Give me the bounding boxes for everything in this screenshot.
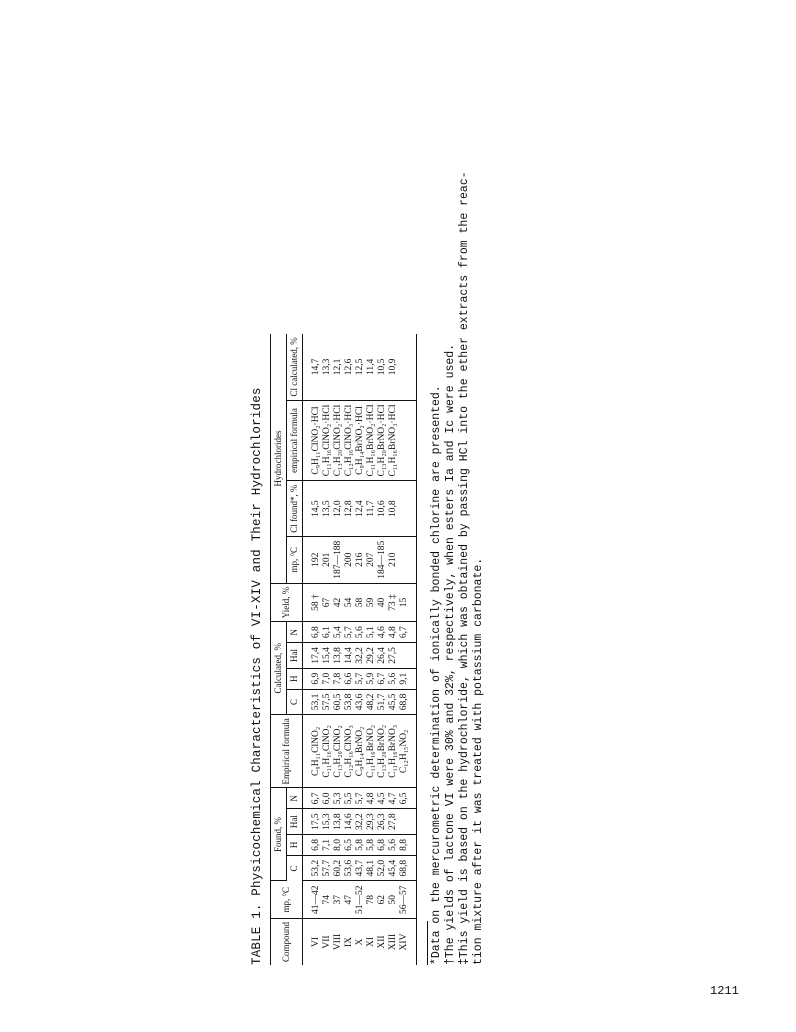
footnote-4: tion mixture after it was treated with potassium carbonate. (472, 557, 485, 965)
cell-yield: 40 (377, 583, 388, 622)
cell-calc-n: 5,4 (333, 622, 344, 643)
cell-calc-h: 5,9 (366, 668, 377, 689)
footnote-2: †The yields of lactone VI were 30% and 32%, respectively, when esters Ia and Ic were used. (444, 343, 457, 965)
cell-calc-hal: 32,2 (355, 643, 366, 669)
cell-found-hal (399, 809, 417, 835)
cell-calc-h: 6,9 (303, 668, 323, 689)
table-row (344, 334, 355, 965)
cell-found-c: 45,4 (388, 855, 399, 881)
col-empirical-formula: Empirical formula (271, 715, 303, 788)
cell-empirical-formula: C₉H₁₄BrNO₂ (355, 715, 366, 788)
cell-found-h: 6,5 (344, 834, 355, 855)
table-row (333, 334, 344, 965)
cell-mp: 41—42 (303, 881, 323, 919)
cell-calc-c: 48,2 (366, 689, 377, 715)
cell-hcl-formula: C₉H₁₄BrNO₂·HCl (355, 400, 366, 481)
footnote-rule (427, 921, 428, 965)
cell-found-h: 6,8 (303, 834, 323, 855)
cell-calc-hal: 17,4 (303, 643, 323, 669)
cell-compound: XI (366, 936, 376, 948)
cell-found-hal: 17,5 (303, 809, 323, 835)
cell-calc-n: 6,1 (322, 622, 333, 643)
table-caption: TABLE 1. Physicochemical Characteristics of VI-XIV and Their Hydrochlorides (250, 387, 264, 965)
cell-found-c: 52,0 (377, 855, 388, 881)
footnote-3: ‡This yield is based on the hydrochloride, which was obtained by passing HCl into the ether extracts from the reac- (458, 171, 471, 965)
cell-found-h: 5,8 (355, 834, 366, 855)
cell-hcl-formula (399, 400, 417, 481)
cell-cl-calculated: 10,9 (388, 334, 399, 400)
cell-mp: 50 (388, 881, 399, 919)
cell-found-c: 68,8 (399, 855, 417, 881)
cell-found-c: 57,7 (322, 855, 333, 881)
cell-cl-found: 12,8 (344, 481, 355, 536)
cell-empirical-formula: C₁₃H₂₀BrNO₂ (377, 715, 388, 788)
table-body (303, 334, 417, 965)
cell-calc-c: 53,1 (303, 689, 323, 715)
col-calc-c: C (287, 689, 303, 715)
cell-empirical-formula: C₁₁H₁₆ClNO₂ (322, 715, 333, 788)
cell-cl-found: 13,5 (322, 481, 333, 536)
cell-calc-h: 7,0 (322, 668, 333, 689)
cell-calc-n: 6,8 (303, 622, 323, 643)
cell-calc-hal: 27,5 (388, 643, 399, 669)
table-row (366, 334, 377, 965)
col-hydrochlorides: Hydrochlorides (271, 334, 287, 583)
cell-calc-hal: 26,4 (377, 643, 388, 669)
cell-cl-calculated (399, 334, 417, 400)
cell-calc-n: 5,6 (355, 622, 366, 643)
cell-found-hal: 13,8 (333, 809, 344, 835)
cell-cl-calculated: 10,5 (377, 334, 388, 400)
cell-calc-n: 4,8 (388, 622, 399, 643)
cell-compound: XIII (388, 933, 398, 951)
col-hcl-mp: mp, °C (287, 536, 303, 583)
cell-calc-c: 53,8 (344, 689, 355, 715)
cell-yield: 54 (344, 583, 355, 622)
cell-found-h: 7,1 (322, 834, 333, 855)
cell-cl-found: 14,5 (303, 481, 323, 536)
col-found: Found, % (271, 788, 287, 881)
table-row (303, 334, 323, 965)
cell-found-n: 5,5 (344, 788, 355, 809)
col-calc-hal: Hal (287, 643, 303, 669)
cell-calc-n: 6,7 (399, 622, 417, 643)
cell-calc-h: 5,7 (355, 668, 366, 689)
cell-found-n: 6,5 (399, 788, 417, 809)
col-calc-n: N (287, 622, 303, 643)
cell-compound: VIII (333, 933, 343, 951)
cell-mp: 37 (333, 881, 344, 919)
cell-calc-n: 4,6 (377, 622, 388, 643)
cell-cl-found: 11,7 (366, 481, 377, 536)
cell-cl-found: 10,8 (388, 481, 399, 536)
table-row (322, 334, 333, 965)
col-cl-found: Cl found*, % (287, 481, 303, 536)
cell-yield: 58 † (303, 583, 323, 622)
cell-calc-hal: 13,8 (333, 643, 344, 669)
cell-cl-found: 12,0 (333, 481, 344, 536)
table-row (399, 334, 417, 965)
col-found-hal: Hal (287, 809, 303, 835)
cell-compound: VI (311, 936, 321, 948)
cell-found-n: 4,7 (388, 788, 399, 809)
data-table (270, 334, 417, 965)
cell-compound: XII (377, 935, 387, 949)
cell-calc-h: 6,7 (377, 668, 388, 689)
cell-found-hal: 26,3 (377, 809, 388, 835)
cell-calc-h: 5,6 (388, 668, 399, 689)
cell-hcl-mp: 187—188 (333, 536, 344, 583)
cell-yield: 59 (366, 583, 377, 622)
rotated-page-content (248, 35, 538, 965)
col-hcl-formula: empirical formula (287, 400, 303, 481)
cell-found-hal: 32,2 (355, 809, 366, 835)
cell-found-hal: 15,3 (322, 809, 333, 835)
footnote-1: *Data on the mercurometric determination of ionically bonded chlorine are presented. (430, 385, 443, 965)
cell-empirical-formula: C₁₁H₁₆BrNO₃ (388, 715, 399, 788)
cell-found-h: 5,8 (366, 834, 377, 855)
cell-found-h: 8,8 (399, 834, 417, 855)
col-yield: Yield, % (271, 583, 303, 622)
cell-compound: IX (344, 936, 354, 948)
page-number: 1211 (710, 984, 739, 998)
cell-hcl-formula: C₁₃H₂₀ClNO₂·HCl (333, 400, 344, 481)
cell-found-c: 48,1 (366, 855, 377, 881)
col-found-c: C (287, 855, 303, 881)
cell-calc-n: 5,1 (366, 622, 377, 643)
cell-found-c: 60,2 (333, 855, 344, 881)
cell-calc-h: 9,1 (399, 668, 417, 689)
cell-mp: 56—57 (399, 881, 417, 919)
cell-mp: 78 (366, 881, 377, 919)
cell-cl-calculated: 12,1 (333, 334, 344, 400)
cell-hcl-formula: C₁₁H₁₆BrNO₃·HCl (388, 400, 399, 481)
cell-hcl-mp: 192 (303, 536, 323, 583)
cell-cl-found: 12,4 (355, 481, 366, 536)
col-found-h: H (287, 834, 303, 855)
cell-found-n: 4,8 (366, 788, 377, 809)
cell-yield: 15 (399, 583, 417, 622)
cell-hcl-mp: 216 (355, 536, 366, 583)
cell-mp: 74 (322, 881, 333, 919)
cell-calc-hal: 15,4 (322, 643, 333, 669)
col-calculated: Calculated, % (271, 622, 287, 715)
cell-cl-found (399, 481, 417, 536)
cell-cl-calculated: 12,6 (344, 334, 355, 400)
cell-calc-c: 51,7 (377, 689, 388, 715)
cell-found-hal: 27,8 (388, 809, 399, 835)
cell-yield: 58 (355, 583, 366, 622)
cell-calc-c: 68,8 (399, 689, 417, 715)
cell-hcl-mp: 184—185 (377, 536, 388, 583)
table-row (377, 334, 388, 965)
cell-calc-c: 45,5 (388, 689, 399, 715)
cell-cl-found: 10,6 (377, 481, 388, 536)
cell-hcl-formula: C₉H₁₁ClNO₂·HCl (303, 400, 323, 481)
cell-calc-hal: 14,4 (344, 643, 355, 669)
cell-compound: VII (322, 935, 332, 949)
col-cl-calculated: Cl calculated, % (287, 334, 303, 400)
cell-hcl-mp (399, 536, 417, 583)
cell-found-c: 43,7 (355, 855, 366, 881)
cell-cl-calculated: 13,3 (322, 334, 333, 400)
cell-hcl-formula: C₁₂H₁₆ClNO₃·HCl (344, 400, 355, 481)
cell-found-hal: 14,6 (344, 809, 355, 835)
cell-mp: 62 (377, 881, 388, 919)
col-found-n: N (287, 788, 303, 809)
cell-found-c: 53,6 (344, 855, 355, 881)
cell-found-n: 6,7 (303, 788, 323, 809)
cell-calc-h: 6,6 (344, 668, 355, 689)
cell-hcl-mp: 210 (388, 536, 399, 583)
cell-hcl-mp: 201 (322, 536, 333, 583)
table-row (355, 334, 366, 965)
cell-found-n: 6,0 (322, 788, 333, 809)
cell-yield: 67 (322, 583, 333, 622)
cell-found-c: 53,2 (303, 855, 323, 881)
cell-calc-c: 43,6 (355, 689, 366, 715)
cell-cl-calculated: 14,7 (303, 334, 323, 400)
cell-compound: XIV (399, 933, 409, 951)
cell-hcl-formula: C₁₃H₂₀BrNO₂·HCl (377, 400, 388, 481)
col-compound: Compound (271, 918, 303, 965)
cell-calc-c: 60,5 (333, 689, 344, 715)
cell-hcl-mp: 207 (366, 536, 377, 583)
col-mp: mp, °C (271, 881, 303, 919)
cell-cl-calculated: 12,5 (355, 334, 366, 400)
col-calc-h: H (287, 668, 303, 689)
cell-yield: 73 ‡ (388, 583, 399, 622)
cell-mp: 51—52 (355, 881, 366, 919)
cell-found-hal: 29,3 (366, 809, 377, 835)
cell-found-n: 5,3 (333, 788, 344, 809)
cell-found-n: 5,7 (355, 788, 366, 809)
cell-empirical-formula: C₁₂H₁₆ClNO₃ (344, 715, 355, 788)
cell-empirical-formula: C₁₃H₂₀ClNO₂ (333, 715, 344, 788)
cell-compound: X (355, 938, 365, 946)
table-row (388, 334, 399, 965)
cell-cl-calculated: 11,4 (366, 334, 377, 400)
cell-calc-hal: 29,2 (366, 643, 377, 669)
cell-found-h: 8,0 (333, 834, 344, 855)
cell-calc-c: 57,5 (322, 689, 333, 715)
cell-calc-h: 7,8 (333, 668, 344, 689)
cell-found-h: 5,6 (388, 834, 399, 855)
cell-hcl-formula: C₁₁H₁₆ClNO₂·HCl (322, 400, 333, 481)
cell-calc-n: 5,7 (344, 622, 355, 643)
cell-mp: 47 (344, 881, 355, 919)
cell-hcl-mp: 200 (344, 536, 355, 583)
cell-empirical-formula: C₁₂H₁₅NO₂ (399, 715, 417, 788)
cell-yield: 42 (333, 583, 344, 622)
cell-empirical-formula: C₉H₁₁ClNO₂ (303, 715, 323, 788)
cell-empirical-formula: C₁₁H₁₆BrNO₂ (366, 715, 377, 788)
cell-calc-hal (399, 643, 417, 669)
cell-hcl-formula: C₁₁H₁₆BrNO₂·HCl (366, 400, 377, 481)
cell-found-h: 6,8 (377, 834, 388, 855)
cell-found-n: 4,5 (377, 788, 388, 809)
